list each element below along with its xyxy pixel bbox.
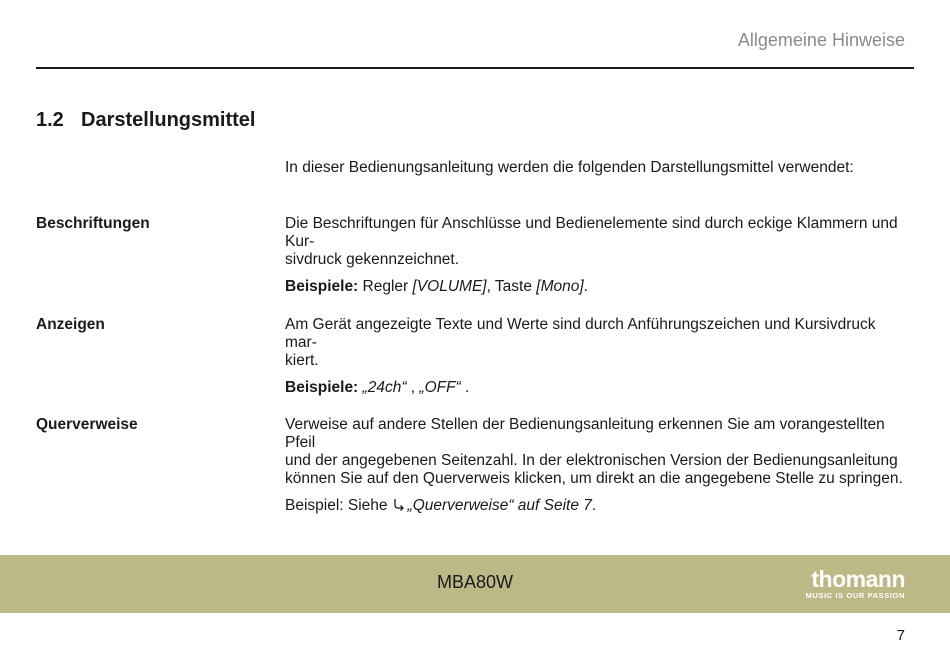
example-line (285, 497, 910, 515)
example-text: . (591, 497, 597, 514)
example-text: . (583, 278, 588, 295)
body-line: können Sie auf den Querverweis klicken, um direkt an die angegebene Stelle zu springen. (285, 470, 903, 487)
page-number: 7 (896, 627, 905, 644)
example-line (285, 379, 910, 397)
header-divider (36, 67, 914, 69)
body-line: Die Beschriftungen für Anschlüsse und Bedienelemente sind durch eckige Klammern und Kur- (285, 215, 898, 250)
example-italic: [VOLUME] (412, 278, 487, 295)
example-prefix: Beispiele: (285, 379, 359, 396)
body-line: Verweise auf andere Stellen der Bedienungsanleitung erkennen Sie am vorangestellten Pfeil (285, 416, 885, 451)
cross-reference-link[interactable]: „Querverweise“ auf Seite 7 (407, 497, 592, 514)
example-italic: [Mono] (536, 278, 584, 295)
row-label-querverweise: Querverweise (36, 416, 138, 433)
logo-wordmark: thomann (811, 566, 905, 592)
row-label-beschriftungen: Beschriftungen (36, 215, 150, 232)
section-number: 1.2 (36, 109, 64, 131)
section-title: Darstellungsmittel (81, 109, 256, 131)
example-text: , Taste (486, 278, 537, 295)
example-prefix: Beispiele: (285, 278, 359, 295)
thomann-logo (806, 567, 905, 600)
example-text: Beispiel: Siehe (285, 497, 388, 514)
example-italic: „24ch“ (362, 379, 407, 396)
body-line: sivdruck gekennzeichnet. (285, 251, 460, 268)
intro-text: In dieser Bedienungsanleitung werden die folgenden Darstellungsmittel verwendet: (285, 159, 854, 176)
example-line (285, 278, 910, 296)
body-line: Am Gerät angezeigte Texte und Werte sind durch Anführungszeichen und Kursivdruck mar- (285, 316, 876, 351)
row-label-anzeigen: Anzeigen (36, 316, 105, 333)
body-line: und der angegebenen Seitenzahl. In der elektronischen Version der Bedienungsanleitung (285, 452, 898, 469)
body-line: kiert. (285, 352, 319, 369)
model-name: MBA80W (436, 572, 514, 592)
example-text: , (406, 379, 420, 396)
logo-tagline: MUSIC IS OUR PASSION (805, 591, 905, 600)
example-text: . (460, 379, 470, 396)
row-body-querverweise (285, 416, 910, 515)
example-text: Regler (358, 278, 413, 295)
example-italic: „OFF“ (419, 379, 461, 396)
row-body-beschriftungen (285, 215, 910, 296)
row-body-anzeigen (285, 316, 910, 397)
running-header: Allgemeine Hinweise (737, 30, 905, 50)
section-heading (36, 109, 255, 132)
arrow-hook-icon (392, 498, 406, 512)
